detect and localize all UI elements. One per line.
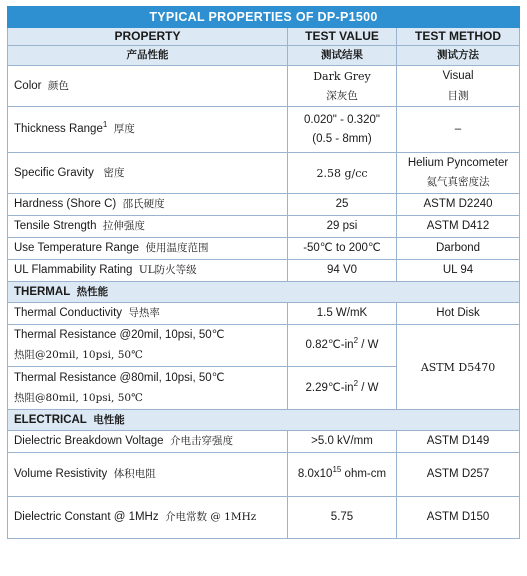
value-text: 8.0x10 <box>297 468 333 480</box>
header-test-method: TEST METHOD <box>397 28 520 46</box>
method-cell: Darbond <box>397 238 520 260</box>
value-cell <box>288 107 397 153</box>
section-title: ELECTRICAL <box>14 413 87 426</box>
property-label-cn: 密度 <box>103 166 125 179</box>
value-cell: 2.58 g/cc <box>288 153 397 194</box>
section-header-thermal <box>8 282 520 303</box>
property-label: Thermal Resistance @80mil, 10psi, 50℃ <box>14 371 225 384</box>
property-label-cn: 热阻@20mil, 10psi, 50℃ <box>14 349 143 361</box>
section-row-thermal <box>8 282 520 303</box>
property-cell <box>8 367 288 410</box>
section-header-electrical <box>8 410 520 431</box>
method-cell: ASTM D257 <box>397 453 520 497</box>
table-row <box>8 194 520 216</box>
value-cell: 25 <box>288 194 397 216</box>
method-text-cn: 目测 <box>447 89 469 102</box>
value-exponent: 2 <box>353 378 359 388</box>
method-cell: ASTM D149 <box>397 431 520 453</box>
property-label-cn: 热阻@80mil, 10psi, 50℃ <box>14 391 143 404</box>
value-cell: 1.5 W/mK <box>288 303 397 325</box>
property-label: Specific Gravity <box>14 166 94 179</box>
value-cell <box>288 367 397 410</box>
value-cell: 94 V0 <box>288 260 397 282</box>
property-label: Use Temperature Range <box>14 242 140 254</box>
footnote-marker: 1 <box>102 120 108 130</box>
method-cell <box>397 153 520 194</box>
value-cell <box>288 453 397 497</box>
value-cell: -50℃ to 200℃ <box>288 238 397 260</box>
value-text: 0.82℃-in <box>305 339 354 351</box>
table-row <box>8 107 520 153</box>
properties-table <box>7 6 520 539</box>
property-label: Dielectric Breakdown Voltage <box>14 435 164 447</box>
property-label: Tensile Strength <box>14 220 97 232</box>
table-row <box>8 497 520 539</box>
value-exponent: 2 <box>353 336 359 346</box>
value-cell <box>288 66 397 107</box>
method-cell: ASTM D150 <box>397 497 520 539</box>
table-row <box>8 453 520 497</box>
table-row <box>8 238 520 260</box>
table-row <box>8 153 520 194</box>
value-cell: >5.0 kV/mm <box>288 431 397 453</box>
method-text: Helium Pyncometer <box>407 157 509 169</box>
property-cell <box>8 303 288 325</box>
property-cell <box>8 497 288 539</box>
property-label: Volume Resistivity <box>14 468 108 480</box>
value-exponent: 15 <box>332 465 342 475</box>
property-cell <box>8 66 288 107</box>
table-title: TYPICAL PROPERTIES OF DP-P1500 <box>8 7 520 28</box>
method-cell: ASTM D2240 <box>397 194 520 216</box>
method-cell: UL 94 <box>397 260 520 282</box>
section-title-cn: 电性能 <box>93 413 125 426</box>
property-label-cn: 体积电阻 <box>113 468 156 480</box>
property-label: Hardness (Shore C) <box>14 198 117 210</box>
property-label-cn: 导热率 <box>128 307 160 319</box>
section-title-cn: 热性能 <box>76 285 109 298</box>
table-row <box>8 303 520 325</box>
property-label-cn: 介电常数 @ 1MHz <box>165 511 257 523</box>
property-label-cn: 介电击穿强度 <box>169 435 233 447</box>
method-cell: – <box>397 107 520 153</box>
method-cell: ASTM D5470 <box>397 325 520 410</box>
method-cell: ASTM D412 <box>397 216 520 238</box>
table-row <box>8 216 520 238</box>
property-cell <box>8 260 288 282</box>
property-label-cn: 颜色 <box>47 79 69 92</box>
header-property: PROPERTY <box>8 28 288 46</box>
method-text-cn: 氦气真密度法 <box>426 176 490 188</box>
property-label: Dielectric Constant @ 1MHz <box>14 511 159 523</box>
property-label: Thermal Conductivity <box>14 307 123 319</box>
method-cell <box>397 66 520 107</box>
value-text-metric: (0.5 - 8mm) <box>312 132 372 145</box>
value-unit: ohm-cm <box>344 468 387 480</box>
method-cell: Hot Disk <box>397 303 520 325</box>
header-test-method-cn: 测试方法 <box>397 46 520 66</box>
value-cell: 29 psi <box>288 216 397 238</box>
table-row <box>8 66 520 107</box>
property-label-cn: 拉伸强度 <box>102 220 145 232</box>
table-row <box>8 431 520 453</box>
property-cell <box>8 431 288 453</box>
property-label-cn: 厚度 <box>113 123 135 135</box>
property-label-cn: 使用温度范围 <box>145 242 209 254</box>
property-cell <box>8 453 288 497</box>
value-cell: 5.75 <box>288 497 397 539</box>
header-test-value: TEST VALUE <box>288 28 397 46</box>
value-cell <box>288 325 397 367</box>
table-row <box>8 260 520 282</box>
header-test-value-cn: 测试结果 <box>288 46 397 66</box>
value-text: 0.020" - 0.320" <box>304 113 380 126</box>
property-label-cn: UL防火等级 <box>138 264 197 276</box>
property-label: UL Flammability Rating <box>14 264 133 276</box>
value-unit: / W <box>361 381 379 394</box>
header-row <box>8 28 520 46</box>
section-row-electrical <box>8 410 520 431</box>
value-text-cn: 深灰色 <box>326 89 358 102</box>
value-unit: / W <box>361 339 379 351</box>
property-label: Thermal Resistance @20mil, 10psi, 50℃ <box>14 329 225 341</box>
value-text: 2.29℃-in <box>305 381 354 394</box>
table-row <box>8 325 520 367</box>
value-text: Dark Grey <box>313 69 371 83</box>
property-label: Thickness Range <box>14 123 103 135</box>
property-cell <box>8 325 288 367</box>
header-row-cn <box>8 46 520 66</box>
property-cell <box>8 153 288 194</box>
method-text: Visual <box>442 69 474 82</box>
property-cell <box>8 216 288 238</box>
property-label: Color <box>14 79 42 92</box>
header-property-cn: 产品性能 <box>8 46 288 66</box>
properties-sheet <box>7 6 519 539</box>
property-cell <box>8 194 288 216</box>
property-label-cn: 邵氏硬度 <box>122 198 165 210</box>
section-title: THERMAL <box>14 285 71 298</box>
property-cell <box>8 107 288 153</box>
property-cell <box>8 238 288 260</box>
